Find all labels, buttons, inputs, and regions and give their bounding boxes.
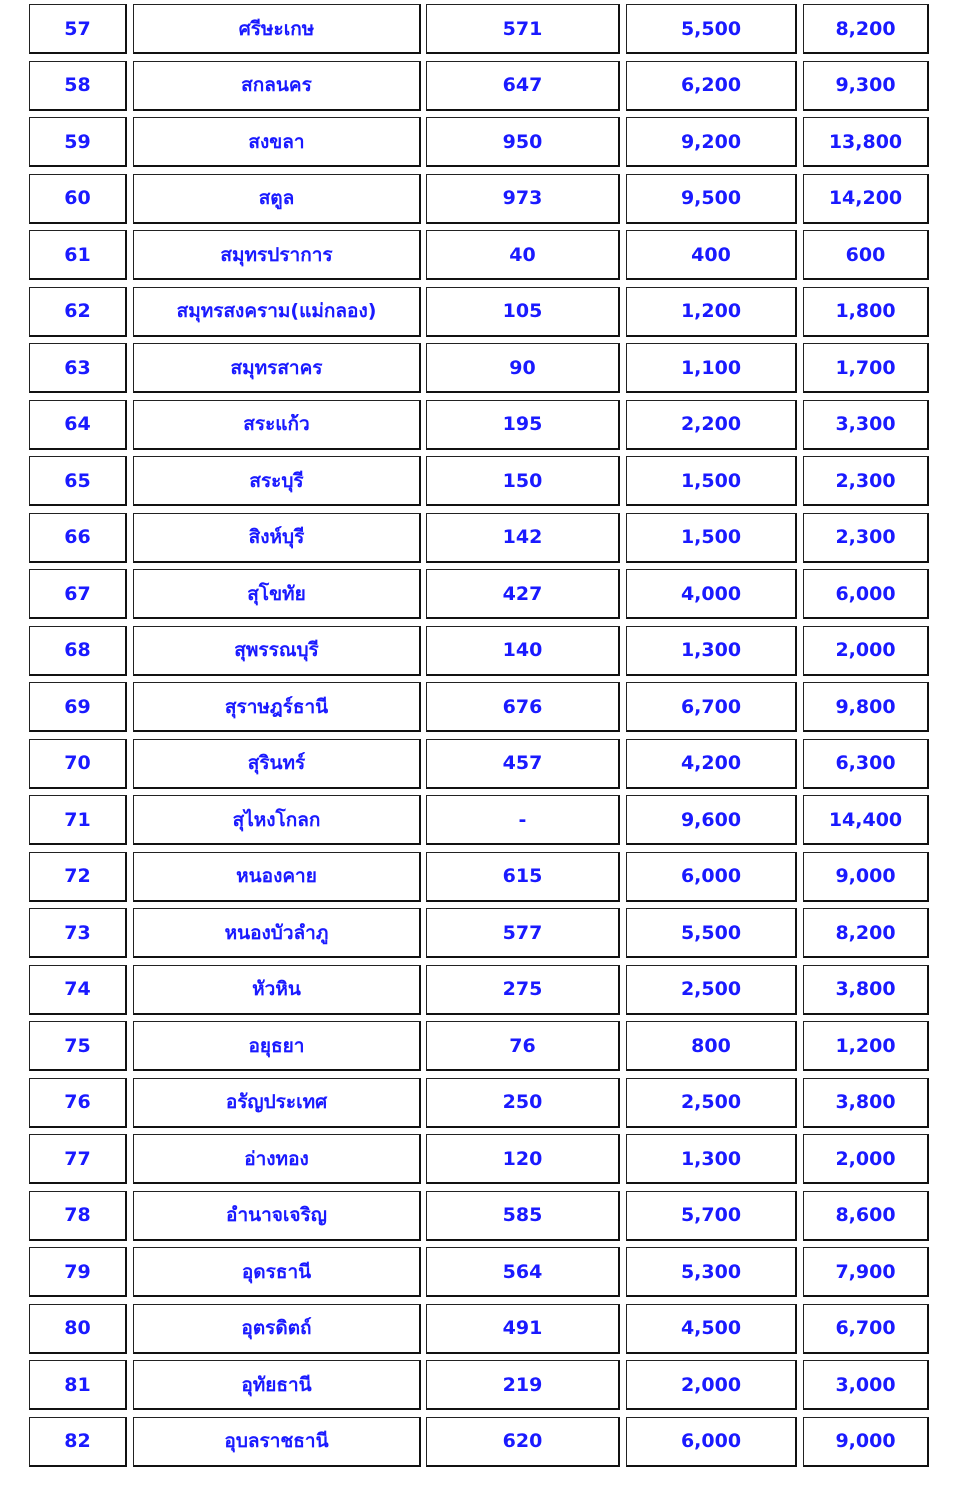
distance-cell: 427 (426, 569, 620, 619)
distance-cell: 120 (426, 1134, 620, 1184)
price-alt-cell: 7,900 (803, 1247, 929, 1297)
price-cell: 1,500 (626, 513, 797, 563)
distance-cell: - (426, 795, 620, 845)
price-cell: 6,000 (626, 852, 797, 902)
province-cell: สุพรรณบุรี (133, 626, 421, 676)
table-row (0, 739, 960, 796)
price-cell: 4,000 (626, 569, 797, 619)
province-cell: อุดรธานี (133, 1247, 421, 1297)
price-cell: 400 (626, 230, 797, 280)
province-cell: สุรินทร์ (133, 739, 421, 789)
distance-cell: 585 (426, 1191, 620, 1241)
table-row (0, 287, 960, 344)
row-number-cell: 57 (29, 4, 127, 54)
table-row (0, 1191, 960, 1248)
price-alt-cell: 14,400 (803, 795, 929, 845)
table-row (0, 1417, 960, 1474)
table-row (0, 400, 960, 457)
row-number-cell: 80 (29, 1304, 127, 1354)
table-row (0, 174, 960, 231)
price-alt-cell: 1,700 (803, 343, 929, 393)
province-cell: สิงห์บุรี (133, 513, 421, 563)
price-alt-cell: 3,300 (803, 400, 929, 450)
row-number-cell: 66 (29, 513, 127, 563)
price-alt-cell: 6,300 (803, 739, 929, 789)
distance-cell: 973 (426, 174, 620, 224)
province-cell: หนองบัวลำภู (133, 908, 421, 958)
distance-cell: 90 (426, 343, 620, 393)
row-number-cell: 58 (29, 61, 127, 111)
price-cell: 2,200 (626, 400, 797, 450)
price-alt-cell: 9,000 (803, 852, 929, 902)
price-alt-cell: 8,200 (803, 908, 929, 958)
table-row (0, 1360, 960, 1417)
distance-cell: 950 (426, 117, 620, 167)
price-alt-cell: 9,300 (803, 61, 929, 111)
row-number-cell: 79 (29, 1247, 127, 1297)
table-row (0, 1247, 960, 1304)
province-cell: สระบุรี (133, 456, 421, 506)
province-cell: อรัญประเทศ (133, 1078, 421, 1128)
row-number-cell: 72 (29, 852, 127, 902)
price-cell: 9,500 (626, 174, 797, 224)
table-row (0, 965, 960, 1022)
distance-cell: 620 (426, 1417, 620, 1467)
distance-cell: 195 (426, 400, 620, 450)
table-row (0, 795, 960, 852)
price-cell: 4,500 (626, 1304, 797, 1354)
distance-cell: 250 (426, 1078, 620, 1128)
distance-cell: 571 (426, 4, 620, 54)
row-number-cell: 68 (29, 626, 127, 676)
price-cell: 2,000 (626, 1360, 797, 1410)
price-cell: 6,000 (626, 1417, 797, 1467)
distance-cell: 150 (426, 456, 620, 506)
distance-cell: 457 (426, 739, 620, 789)
table-row (0, 1078, 960, 1135)
province-cell: สุโขทัย (133, 569, 421, 619)
province-cell: สมุทรปราการ (133, 230, 421, 280)
distance-cell: 275 (426, 965, 620, 1015)
row-number-cell: 78 (29, 1191, 127, 1241)
province-cell: อุตรดิตถ์ (133, 1304, 421, 1354)
price-alt-cell: 2,000 (803, 626, 929, 676)
row-number-cell: 65 (29, 456, 127, 506)
distance-cell: 40 (426, 230, 620, 280)
distance-cell: 219 (426, 1360, 620, 1410)
row-number-cell: 81 (29, 1360, 127, 1410)
row-number-cell: 76 (29, 1078, 127, 1128)
row-number-cell: 60 (29, 174, 127, 224)
price-alt-cell: 3,800 (803, 1078, 929, 1128)
price-cell: 1,300 (626, 1134, 797, 1184)
price-cell: 800 (626, 1021, 797, 1071)
price-alt-cell: 1,200 (803, 1021, 929, 1071)
table-row (0, 626, 960, 683)
row-number-cell: 64 (29, 400, 127, 450)
price-alt-cell: 600 (803, 230, 929, 280)
province-cell: สุราษฎร์ธานี (133, 682, 421, 732)
table-row (0, 117, 960, 174)
price-alt-cell: 9,800 (803, 682, 929, 732)
price-cell: 1,300 (626, 626, 797, 676)
price-cell: 1,200 (626, 287, 797, 337)
distance-cell: 140 (426, 626, 620, 676)
table-row (0, 908, 960, 965)
row-number-cell: 71 (29, 795, 127, 845)
distance-cell: 676 (426, 682, 620, 732)
price-cell: 5,700 (626, 1191, 797, 1241)
row-number-cell: 74 (29, 965, 127, 1015)
data-table (0, 4, 960, 1473)
price-cell: 5,300 (626, 1247, 797, 1297)
row-number-cell: 67 (29, 569, 127, 619)
price-alt-cell: 8,200 (803, 4, 929, 54)
distance-cell: 76 (426, 1021, 620, 1071)
price-alt-cell: 2,300 (803, 456, 929, 506)
row-number-cell: 75 (29, 1021, 127, 1071)
province-cell: อ่างทอง (133, 1134, 421, 1184)
row-number-cell: 70 (29, 739, 127, 789)
table-row (0, 4, 960, 61)
row-number-cell: 82 (29, 1417, 127, 1467)
price-cell: 9,600 (626, 795, 797, 845)
table-row (0, 230, 960, 287)
table-row (0, 682, 960, 739)
province-cell: สตูล (133, 174, 421, 224)
distance-cell: 615 (426, 852, 620, 902)
price-cell: 5,500 (626, 908, 797, 958)
distance-cell: 647 (426, 61, 620, 111)
table-row (0, 1134, 960, 1191)
province-cell: สุไหงโกลก (133, 795, 421, 845)
table-row (0, 852, 960, 909)
price-alt-cell: 3,000 (803, 1360, 929, 1410)
price-alt-cell: 6,000 (803, 569, 929, 619)
distance-cell: 577 (426, 908, 620, 958)
price-alt-cell: 9,000 (803, 1417, 929, 1467)
price-cell: 1,100 (626, 343, 797, 393)
province-cell: หนองคาย (133, 852, 421, 902)
price-cell: 2,500 (626, 965, 797, 1015)
province-cell: สกลนคร (133, 61, 421, 111)
price-cell: 1,500 (626, 456, 797, 506)
province-cell: อยุธยา (133, 1021, 421, 1071)
table-row (0, 343, 960, 400)
province-cell: สระแก้ว (133, 400, 421, 450)
price-alt-cell: 2,000 (803, 1134, 929, 1184)
province-cell: ศรีษะเกษ (133, 4, 421, 54)
price-alt-cell: 8,600 (803, 1191, 929, 1241)
price-alt-cell: 14,200 (803, 174, 929, 224)
row-number-cell: 61 (29, 230, 127, 280)
table-row (0, 1021, 960, 1078)
row-number-cell: 69 (29, 682, 127, 732)
row-number-cell: 62 (29, 287, 127, 337)
distance-cell: 564 (426, 1247, 620, 1297)
price-cell: 9,200 (626, 117, 797, 167)
price-alt-cell: 13,800 (803, 117, 929, 167)
price-alt-cell: 2,300 (803, 513, 929, 563)
table-row (0, 569, 960, 626)
price-cell: 6,700 (626, 682, 797, 732)
price-cell: 5,500 (626, 4, 797, 54)
row-number-cell: 59 (29, 117, 127, 167)
row-number-cell: 77 (29, 1134, 127, 1184)
province-cell: สมุทรสาคร (133, 343, 421, 393)
province-cell: สงขลา (133, 117, 421, 167)
table-row (0, 1304, 960, 1361)
distance-cell: 142 (426, 513, 620, 563)
price-cell: 4,200 (626, 739, 797, 789)
table-row (0, 61, 960, 118)
province-cell: หัวหิน (133, 965, 421, 1015)
price-alt-cell: 6,700 (803, 1304, 929, 1354)
province-cell: อุบลราชธานี (133, 1417, 421, 1467)
row-number-cell: 63 (29, 343, 127, 393)
province-cell: สมุทรสงคราม(แม่กลอง) (133, 287, 421, 337)
province-cell: อุทัยธานี (133, 1360, 421, 1410)
table-row (0, 513, 960, 570)
price-cell: 6,200 (626, 61, 797, 111)
distance-cell: 491 (426, 1304, 620, 1354)
distance-cell: 105 (426, 287, 620, 337)
price-alt-cell: 1,800 (803, 287, 929, 337)
province-cell: อำนาจเจริญ (133, 1191, 421, 1241)
table-row (0, 456, 960, 513)
price-alt-cell: 3,800 (803, 965, 929, 1015)
row-number-cell: 73 (29, 908, 127, 958)
price-cell: 2,500 (626, 1078, 797, 1128)
